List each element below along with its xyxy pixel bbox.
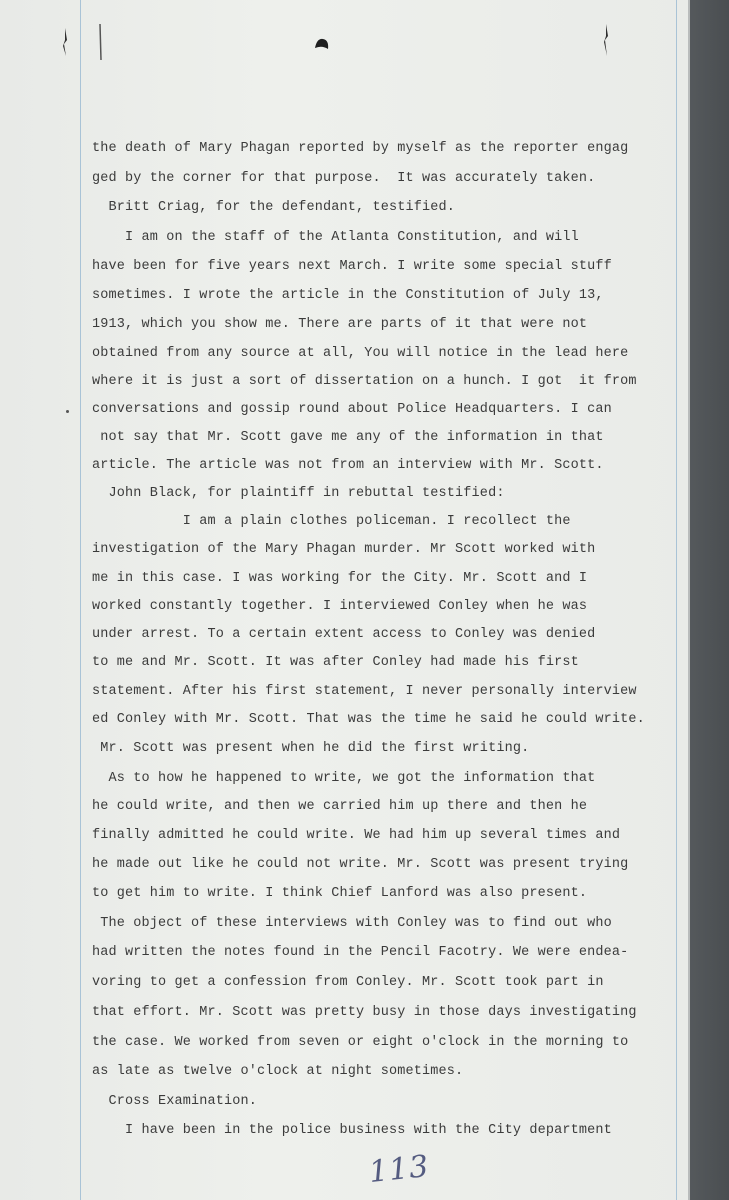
- text-line: under arrest. To a certain extent access to Conley was denied: [92, 627, 596, 642]
- text-line: article. The article was not from an interview with Mr. Scott.: [92, 458, 604, 473]
- text-line: where it is just a sort of dissertation on a hunch. I got it from: [92, 374, 637, 389]
- text-line: ed Conley with Mr. Scott. That was the time he said he could write.: [92, 712, 645, 727]
- text-line: have been for five years next March. I write some special stuff: [92, 259, 612, 274]
- text-line: to get him to write. I think Chief Lanford was also present.: [92, 886, 588, 901]
- text-line: had written the notes found in the Pencil Facotry. We were endea-: [92, 945, 629, 960]
- text-line: Britt Criag, for the defendant, testified.: [92, 200, 456, 215]
- text-line: worked constantly together. I interviewed Conley when he was: [92, 599, 588, 614]
- left-margin-rule: [80, 0, 81, 1200]
- dark-backing-board: [690, 0, 729, 1200]
- text-line: sometimes. I wrote the article in the Constitution of July 13,: [92, 288, 604, 303]
- binding-hole-left-2: [96, 22, 104, 62]
- text-line: statement. After his first statement, I never personally interview: [92, 684, 637, 699]
- binding-hole-center: [313, 36, 331, 52]
- text-line: me in this case. I was working for the City. Mr. Scott and I: [92, 571, 588, 586]
- text-line: John Black, for plaintiff in rebuttal testified:: [92, 486, 505, 501]
- text-line: he could write, and then we carried him up there and then he: [92, 799, 588, 814]
- text-line: that effort. Mr. Scott was pretty busy in those days investigating: [92, 1005, 637, 1020]
- text-line: the death of Mary Phagan reported by myself as the reporter engag: [92, 141, 629, 156]
- text-line: I have been in the police business with the City department: [92, 1123, 612, 1138]
- text-line: voring to get a confession from Conley. Mr. Scott took part in: [92, 975, 604, 990]
- text-line: Cross Examination.: [92, 1094, 258, 1109]
- paper-speck: [66, 410, 69, 413]
- binding-hole-left: [58, 26, 72, 60]
- text-line: not say that Mr. Scott gave me any of the information in that: [92, 430, 604, 445]
- handwritten-page-number: 113: [367, 1148, 431, 1191]
- text-line: 1913, which you show me. There are parts of it that were not: [92, 317, 588, 332]
- text-line: I am on the staff of the Atlanta Constitution, and will: [92, 230, 579, 245]
- text-line: conversations and gossip round about Police Headquarters. I can: [92, 402, 612, 417]
- text-line: ged by the corner for that purpose. It was accurately taken.: [92, 171, 596, 186]
- text-line: The object of these interviews with Conley was to find out who: [92, 916, 612, 931]
- text-line: he made out like he could not write. Mr. Scott was present trying: [92, 857, 629, 872]
- right-margin-rule: [676, 0, 677, 1200]
- text-line: finally admitted he could write. We had him up several times and: [92, 828, 621, 843]
- text-line: I am a plain clothes policeman. I recollect the: [92, 514, 571, 529]
- text-line: As to how he happened to write, we got the information that: [92, 771, 596, 786]
- binding-hole-right: [600, 22, 614, 60]
- text-line: the case. We worked from seven or eight o'clock in the morning to: [92, 1035, 629, 1050]
- text-line: Mr. Scott was present when he did the first writing.: [92, 741, 530, 756]
- text-line: to me and Mr. Scott. It was after Conley had made his first: [92, 655, 579, 670]
- text-line: obtained from any source at all, You will notice in the lead here: [92, 346, 629, 361]
- text-line: as late as twelve o'clock at night sometimes.: [92, 1064, 464, 1079]
- text-line: investigation of the Mary Phagan murder. Mr Scott worked with: [92, 542, 596, 557]
